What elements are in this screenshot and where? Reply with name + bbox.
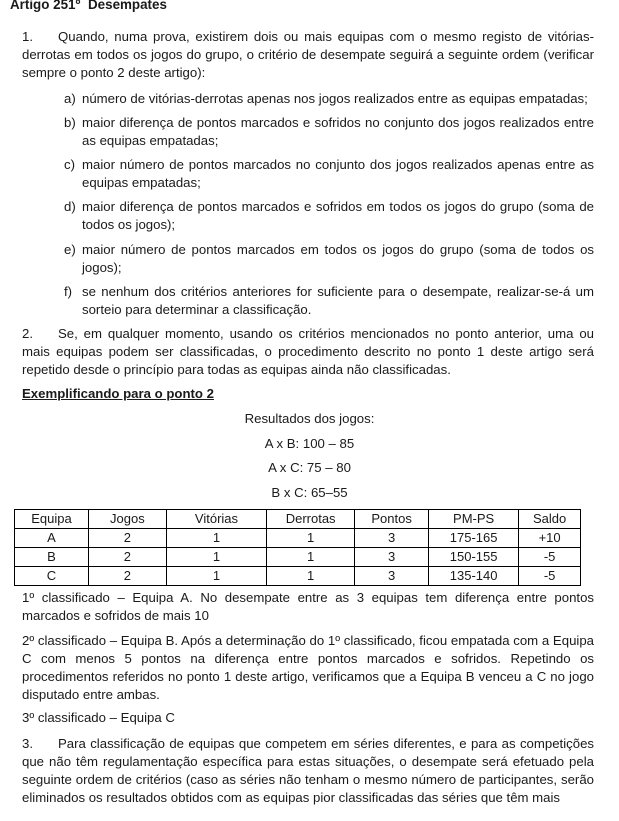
game-result: A x C: 75 – 80 bbox=[268, 460, 351, 475]
table-header: Equipa bbox=[15, 510, 89, 529]
paragraph-text: Quando, numa prova, existirem dois ou mais equipas com o mesmo registo de vitórias-derrotas em todos os jogos do grupo, o critério de desempate seguirá a seguinte ordem (verificar sempre o ponto 2 deste artigo): bbox=[22, 29, 594, 80]
table-cell: 1 bbox=[267, 548, 355, 567]
criterion-letter: a) bbox=[64, 91, 76, 106]
table-cell: 150-155 bbox=[429, 548, 519, 567]
article-heading bbox=[10, 0, 167, 12]
criterion-text: maior diferença de pontos marcados e sofridos no conjunto dos jogos realizados entre as equipas empatadas; bbox=[82, 115, 594, 148]
table-header: Pontos bbox=[355, 510, 429, 529]
criterion-letter: e) bbox=[64, 242, 76, 257]
article-title: Desempates bbox=[88, 0, 167, 12]
table-cell: 3 bbox=[355, 529, 429, 548]
second-place-text: 2º classificado – Equipa B. Após a determinação do 1º classificado, ficou empatada com a Equipa C com menos 5 pontos na diferença entre pontos marcados e sofridos. Repetindo os procedimentos referidos no ponto 1 deste artigo, verificamos que a Equipa B venceu a C no jogo disputado entre ambas. bbox=[22, 633, 594, 702]
criterion-letter: f) bbox=[64, 284, 73, 299]
criterion-text: se nenhum dos critérios anteriores for suficiente para o desempate, realizar-se-á um sorteio para determinar a classificação. bbox=[82, 284, 594, 317]
paragraph-text: Para classificação de equipas que competem em séries diferentes, e para as competições que não têm regulamentação específica para estas situações, o desempate será efetuado pela seguinte ordem de critérios (caso as séries não tenham o mesmo número de participantes, serão eliminados os resultados obtidos com as equipas pior classificadas das séries que têm mais bbox=[22, 736, 594, 805]
first-place-text: 1º classificado – Equipa A. No desempate entre as 3 equipas tem diferença entre pontos marcados e sofridos de mais 10 bbox=[22, 590, 594, 623]
criterion-letter: d) bbox=[64, 199, 76, 214]
table-cell: 2 bbox=[88, 529, 166, 548]
criterion-text: número de vitórias-derrotas apenas nos jogos realizados entre as equipas empatadas; bbox=[82, 91, 588, 106]
table-cell: 135-140 bbox=[429, 567, 519, 586]
third-place-text: 3º classificado – Equipa C bbox=[22, 710, 175, 725]
paragraph-2 bbox=[22, 325, 594, 379]
paragraph-3 bbox=[22, 735, 594, 807]
criterion-d bbox=[64, 198, 594, 234]
paragraph-number: 1. bbox=[22, 29, 33, 44]
criterion-text: maior número de pontos marcados em todos os jogos do grupo (soma de todos os jogos); bbox=[82, 242, 594, 275]
table-row bbox=[15, 548, 581, 567]
criterion-text: maior número de pontos marcados no conjunto dos jogos realizados apenas entre as equipas empatadas; bbox=[82, 157, 594, 190]
table-cell: 3 bbox=[355, 548, 429, 567]
table-row bbox=[15, 567, 581, 586]
game-result: B x C: 65–55 bbox=[271, 485, 348, 500]
table-cell: 3 bbox=[355, 567, 429, 586]
criterion-a bbox=[64, 90, 594, 108]
table-cell: 1 bbox=[267, 567, 355, 586]
table-cell: -5 bbox=[519, 548, 581, 567]
criterion-letter: c) bbox=[64, 157, 75, 172]
criterion-f bbox=[64, 283, 594, 319]
table-cell: 1 bbox=[267, 529, 355, 548]
table-cell: A bbox=[15, 529, 89, 548]
article-number: Artigo 251º bbox=[10, 0, 81, 12]
results-title: Resultados dos jogos: bbox=[244, 411, 375, 426]
criterion-text: maior diferença de pontos marcados e sofridos em todos os jogos do grupo (soma de todos os jogos); bbox=[82, 199, 594, 232]
table-header: Derrotas bbox=[267, 510, 355, 529]
game-result: A x B: 100 – 85 bbox=[264, 436, 355, 451]
table-cell: C bbox=[15, 567, 89, 586]
table-cell: 2 bbox=[88, 567, 166, 586]
paragraph-number: 3. bbox=[22, 736, 33, 751]
table-header: Saldo bbox=[519, 510, 581, 529]
table-row bbox=[15, 529, 581, 548]
example-heading: Exemplificando para o ponto 2 bbox=[22, 386, 214, 401]
table-cell: 1 bbox=[166, 548, 266, 567]
table-cell: 1 bbox=[166, 567, 266, 586]
criterion-c bbox=[64, 156, 594, 192]
criterion-e bbox=[64, 241, 594, 277]
table-cell: +10 bbox=[519, 529, 581, 548]
paragraph-1 bbox=[22, 28, 594, 82]
table-cell: 2 bbox=[88, 548, 166, 567]
table-header-row bbox=[15, 510, 581, 529]
table-header: Jogos bbox=[88, 510, 166, 529]
criterion-letter: b) bbox=[64, 115, 76, 130]
table-header: Vitórias bbox=[166, 510, 266, 529]
table-cell: -5 bbox=[519, 567, 581, 586]
criterion-b bbox=[64, 114, 594, 150]
table-header: PM-PS bbox=[429, 510, 519, 529]
table-cell: 175-165 bbox=[429, 529, 519, 548]
standings-table bbox=[14, 509, 581, 586]
table-cell: B bbox=[15, 548, 89, 567]
table-cell: 1 bbox=[166, 529, 266, 548]
paragraph-number: 2. bbox=[22, 326, 33, 341]
paragraph-text: Se, em qualquer momento, usando os critérios mencionados no ponto anterior, uma ou mais equipas podem ser classificadas, o procedimento descrito no ponto 1 deste artigo será repetido desde o princípio para todas as equipas ainda não classificadas. bbox=[22, 326, 594, 377]
